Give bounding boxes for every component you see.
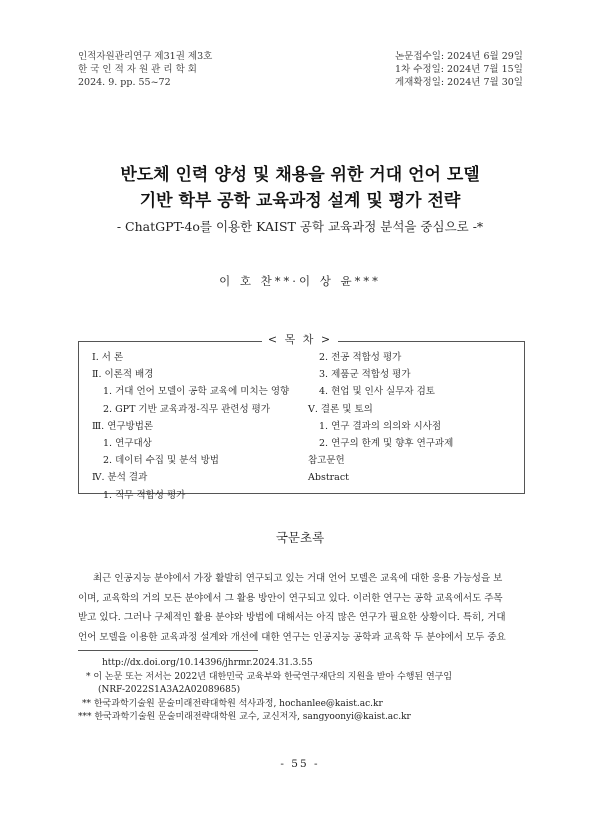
footnote-divider (78, 650, 258, 651)
footnote-funding: * 이 논문 또는 저서는 2022년 대한민국 교육부와 한국연구재단의 지원을 받아 수행된 연구임 (86, 671, 453, 682)
toc-entry: 4. 현업 및 인사 실무자 검토 (319, 386, 435, 398)
toc-entry: 2. 전공 적합성 평가 (319, 352, 402, 363)
author-list: 이 호 찬**·이 상 윤*** (219, 274, 381, 288)
paper-subtitle: - ChatGPT-4o를 이용한 KAIST 공학 교육과정 분석을 중심으로 -* (116, 219, 484, 234)
toc-entry: Ⅰ. 서 론 (92, 352, 124, 363)
abstract-line: 언어 모델을 이용한 교육과정 설계와 개선에 대한 연구는 인공지능 공학과 교육학 두 분야에서 모두 중요 (78, 631, 506, 643)
paper-title-line1: 반도체 인력 양성 및 채용을 위한 거대 언어 모델 (120, 165, 480, 185)
issue-pages: 2024. 9. pp. 55~72 (78, 77, 171, 88)
received-date: 논문접수일: 2024년 6월 29일 (395, 51, 523, 62)
journal-name: 인적자원관리연구 제31권 제3호 (78, 51, 213, 62)
page-number: - 55 - (280, 758, 320, 770)
accepted-date: 게재확정일: 2024년 7월 30일 (395, 77, 523, 88)
submission-dates (395, 50, 523, 89)
toc-entry: 2. 데이터 수집 및 분석 방법 (103, 455, 219, 467)
footnote-grant-number: (NRF-2022S1A3A2A02089685) (98, 685, 241, 695)
toc-left-column (92, 349, 289, 504)
toc-entry: 1. 연구대상 (103, 438, 152, 450)
toc-entry: 1. 거대 언어 모델이 공학 교육에 미치는 영향 (103, 386, 290, 398)
footnote-corresponding-author: *** 한국과학기술원 문술미래전략대학원 교수, 교신저자, sangyoonyi@kaist.ac.kr (78, 712, 411, 722)
abstract-line: 받고 있다. 그러나 구체적인 활용 분야와 방법에 대해서는 아직 많은 연구가 필요한 상황이다. 특히, 거대 (78, 612, 506, 623)
abstract-line: 이며, 교육학의 거의 모든 분야에서 그 활용 방안이 연구되고 있다. 이러한 연구는 공학 교육에서도 주목 (78, 592, 503, 604)
toc-entry: Ⅲ. 연구방법론 (92, 420, 154, 432)
toc-entry: 2. 연구의 한계 및 향후 연구과제 (319, 438, 454, 450)
toc-entry: 참고문헌 (308, 455, 345, 467)
toc-entry: Ⅳ. 분석 결과 (92, 472, 148, 484)
toc-entry: Ⅱ. 이론적 배경 (92, 369, 154, 381)
society-name: 한 국 인 적 자 원 관 리 학 회 (78, 64, 197, 75)
toc-entry: 3. 제품군 적합성 평가 (319, 369, 411, 381)
toc-title: < 목 차 > (262, 331, 338, 347)
toc-entry: 1. 직무 적합성 평가 (103, 489, 186, 501)
toc-right-column (308, 349, 453, 487)
abstract-body (78, 569, 523, 647)
footnote-first-author: ** 한국과학기술원 문술미래전략대학원 석사과정, hochanlee@kaist.ac.kr (82, 698, 383, 709)
toc-entry: 1. 연구 결과의 의의와 시사점 (319, 420, 442, 432)
toc-entry: Abstract (308, 472, 349, 484)
journal-info (78, 50, 212, 89)
paper-title-line2: 기반 학부 공학 교육과정 설계 및 평가 전략 (139, 191, 461, 211)
revised-date: 1차 수정일: 2024년 7월 15일 (395, 64, 523, 75)
abstract-heading: 국문초록 (275, 530, 325, 545)
abstract-line: 최근 인공지능 분야에서 가장 활발히 연구되고 있는 거대 언어 모델은 교육에 대한 응용 가능성을 보 (93, 573, 503, 584)
doi-link[interactable]: http://dx.doi.org/10.14396/jhrmr.2024.31.3.55 (102, 658, 313, 668)
toc-entry: Ⅴ. 결론 및 토의 (308, 403, 373, 415)
footnotes (78, 657, 528, 725)
toc-entry: 2. GPT 기반 교육과정-직무 관련성 평가 (103, 403, 270, 415)
